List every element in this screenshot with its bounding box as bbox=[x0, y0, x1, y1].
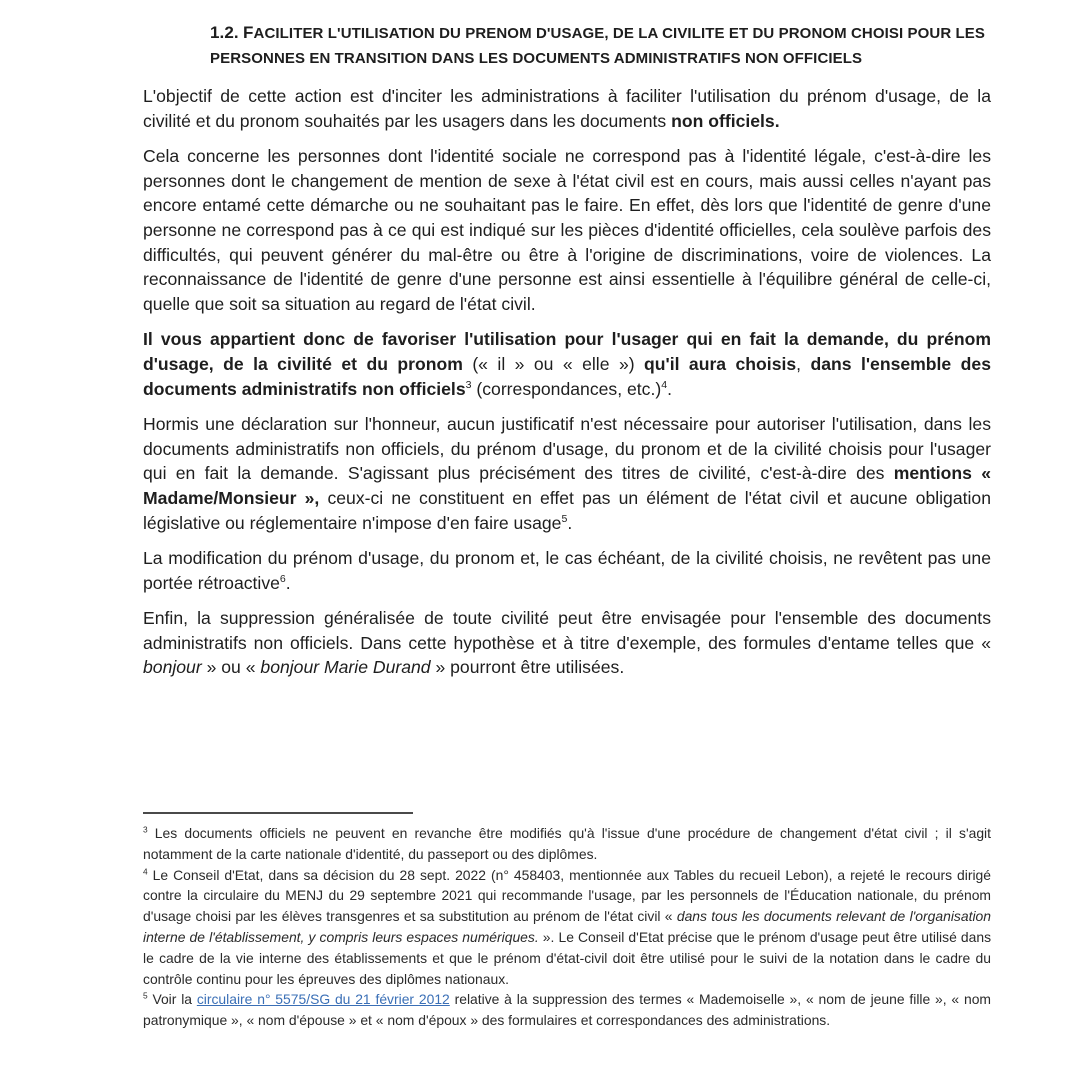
footnote-5: $^5$ Voir la circulaire n° 5575/SG du 21 février 2012 relative à la suppression des termes « Mademoiselle », « nom de jeune fille », « nom patronymique », « nom d'épouse » et « nom d'époux » des formulaires et correspondances des administrations. bbox=[143, 990, 991, 1029]
footnote-ref-5[interactable]: 5 bbox=[561, 512, 568, 525]
footnote-ref-4[interactable]: 4 bbox=[661, 378, 668, 391]
footnote-3: $^3$ Les documents officiels ne peuvent en revanche être modifiés qu'à l'issue d'une procédure de changement d'état civil ; il s'agit notamment de la carte nationale d'identité, du passeport ou des diplômes. bbox=[143, 824, 991, 862]
section-heading bbox=[210, 20, 1000, 71]
footnote-ref-3[interactable]: 3 bbox=[465, 378, 472, 391]
body-text bbox=[143, 84, 991, 691]
paragraph-instruction: Il vous appartient donc de favoriser l'utilisation pour l'usager qui en fait la demande, du prénom d'usage, de la civilité et du pronom (« il » ou « elle ») qu'il aura choisis, dans l'ensemble des documents administratifs non officiels$^3$ (correspondances, etc.)$^4$. bbox=[143, 329, 991, 399]
heading-line-2: PERSONNES EN TRANSITION DANS LES DOCUMENTS ADMINISTRATIFS NON OFFICIELS bbox=[210, 50, 863, 67]
footnote-ref-6[interactable]: 6 bbox=[279, 572, 286, 585]
heading-line-1: 1.2. FACILITER L'UTILISATION DU PRENOM D'USAGE, DE LA CIVILITE ET DU PRONOM CHOISI POUR LES bbox=[210, 23, 986, 42]
footnote-4: $^4$ Le Conseil d'Etat, dans sa décision du 28 sept. 2022 (n° 458403, mentionnée aux Tables du recueil Lebon), a rejeté le recours dirigé contre la circulaire du MENJ du 29 septembre 2021 qui recommande l'usage, par les personnels de l'Éducation nationale, du prénom d'usage choisi par les élèves transgenres et sa substitution au prénom de l'état civil « dans tous les documents relevant de l'organisation interne de l'établissement, y compris leurs espaces numériques. ». Le Conseil d'Etat précise que le prénom d'usage peut être utilisé dans le cadre de la vie interne des établissements et que le prénom d'état-civil doit être utilisé pour le suivi de la notation dans le cadre du contrôle continu pour les épreuves des diplômes nationaux. bbox=[143, 865, 992, 987]
footnote-separator bbox=[143, 812, 413, 814]
paragraph-suppression: Enfin, la suppression généralisée de toute civilité peut être envisagée pour l'ensemble des documents administratifs non officiels. Dans cette hypothèse et à titre d'exemple, des formules d'entame telles que « bonjour » ou « bonjour Marie Durand » pourront être utilisées. bbox=[143, 608, 991, 678]
paragraph-objective: L'objectif de cette action est d'inciter les administrations à faciliter l'utilisation du prénom d'usage, de la civilité et du pronom souhaités par les usagers dans les documents non officiels. bbox=[143, 86, 991, 131]
paragraph-declaration: Hormis une déclaration sur l'honneur, aucun justificatif n'est nécessaire pour autoriser l'utilisation, dans les documents administratifs non officiels, du prénom d'usage, du pronom et de la civilité choisis pour l'usager qui en fait la demande. S'agissant plus précisément des titres de civilité, c'est-à-dire des mentions « Madame/Monsieur », ceux-ci ne constituent en effet pas un élément de l'état civil et aucune obligation législative ou réglementaire n'impose d'en faire usage$^5$. bbox=[143, 414, 991, 533]
section-number: 1.2. bbox=[210, 23, 239, 42]
footnotes bbox=[143, 823, 991, 1031]
paragraph-concerned-persons: Cela concerne les personnes dont l'identité sociale ne correspond pas à l'identité légale, c'est-à-dire les personnes dont le changement de mention de sexe à l'état civil est en cours, mais aussi celles n'ayant pas encore entamé cette démarche ou ne souhaitant pas le faire. En effet, dès lors que l'identité de genre d'une personne ne correspond pas à ce qui est indiqué sur les pièces d'identité officielles, cela soulève parfois des difficultés, qui peuvent générer du mal-être ou être à l'origine de discriminations, voire de violences. La reconnaissance de l'identité de genre d'une personne est ainsi essentielle à l'équilibre général de celle-ci, quelle que soit sa situation au regard de l'état civil. bbox=[143, 146, 991, 314]
circulaire-link[interactable]: circulaire n° 5575/SG du 21 février 2012 bbox=[196, 991, 450, 1008]
paragraph-modification: La modification du prénom d'usage, du pronom et, le cas échéant, de la civilité choisis, ne revêtent pas une portée rétroactive$^6$. bbox=[143, 548, 991, 593]
